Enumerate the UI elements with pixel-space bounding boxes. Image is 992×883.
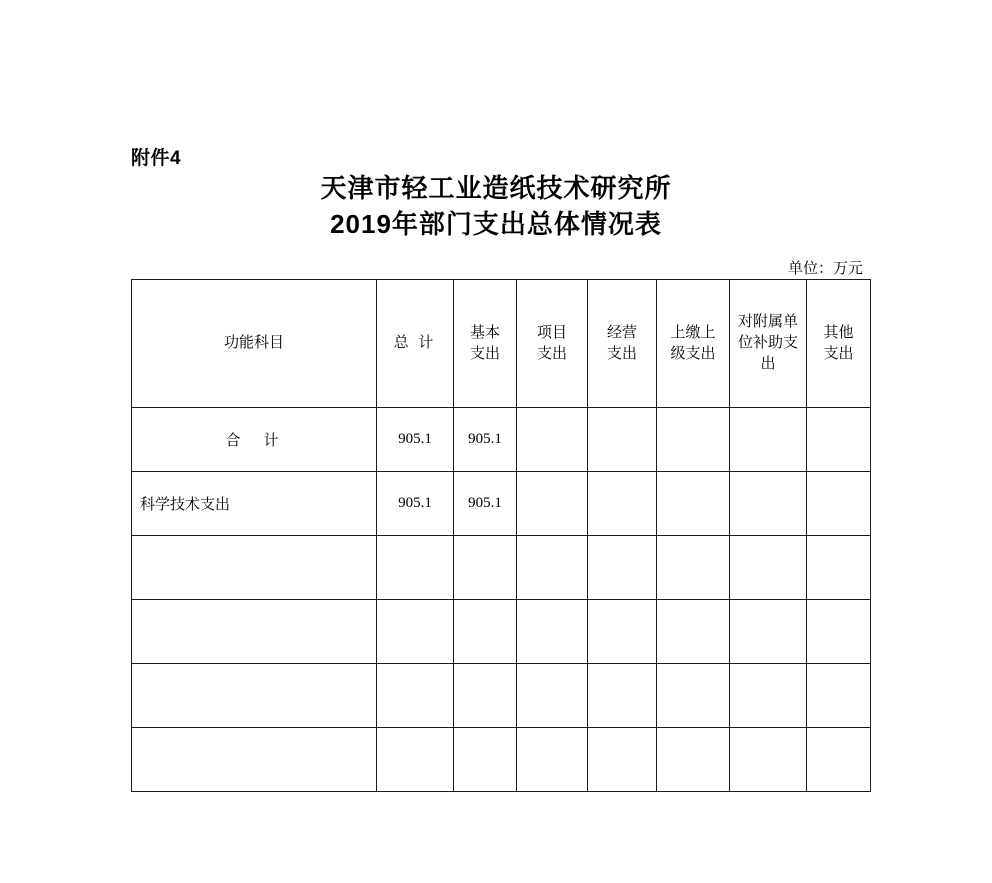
cell-upper-level — [657, 600, 730, 664]
cell-basic: 905.1 — [454, 408, 517, 472]
cell-other — [807, 664, 871, 728]
cell-business — [588, 536, 657, 600]
cell-subject — [132, 600, 377, 664]
cell-subject — [132, 728, 377, 792]
cell-upper-level — [657, 408, 730, 472]
column-header-other-line1: 其他 — [823, 324, 854, 341]
cell-project — [517, 536, 588, 600]
cell-subject — [132, 536, 377, 600]
cell-other — [807, 408, 871, 472]
table-row — [132, 600, 871, 664]
column-header-business — [588, 280, 657, 408]
column-header-upper-level-line1: 上缴上 — [670, 324, 716, 341]
cell-basic — [454, 664, 517, 728]
column-header-basic — [454, 280, 517, 408]
unit-note: 单位：万元 — [787, 260, 863, 277]
cell-business — [588, 664, 657, 728]
cell-business — [588, 600, 657, 664]
column-header-basic-line1: 基本 — [469, 324, 500, 341]
cell-subsidiary-subsidy — [730, 664, 807, 728]
column-header-business-line1: 经营 — [606, 324, 637, 341]
cell-subsidiary-subsidy — [730, 536, 807, 600]
column-header-project — [517, 280, 588, 408]
cell-other — [807, 600, 871, 664]
cell-subsidiary-subsidy — [730, 728, 807, 792]
page-title — [131, 170, 861, 242]
cell-business — [588, 728, 657, 792]
cell-subject-label: 科学技术支出 — [140, 497, 231, 513]
table-row — [132, 664, 871, 728]
cell-other — [807, 536, 871, 600]
cell-project — [517, 600, 588, 664]
cell-subsidiary-subsidy — [730, 408, 807, 472]
cell-other — [807, 472, 871, 536]
expenditure-table — [131, 279, 871, 792]
cell-basic — [454, 728, 517, 792]
cell-subject — [132, 664, 377, 728]
table-row — [132, 408, 871, 472]
table-header — [132, 280, 871, 408]
column-header-subject — [132, 280, 377, 408]
cell-subject — [132, 408, 377, 472]
cell-subsidiary-subsidy — [730, 472, 807, 536]
column-header-upper-level — [657, 280, 730, 408]
cell-total — [377, 664, 454, 728]
cell-total — [377, 600, 454, 664]
cell-project — [517, 664, 588, 728]
column-header-subject-label: 功能科目 — [223, 335, 284, 351]
column-header-other — [807, 280, 871, 408]
title-line-2: 2019年部门支出总体情况表 — [330, 209, 662, 239]
table-row — [132, 728, 871, 792]
column-header-upper-level-line2: 级支出 — [670, 345, 716, 362]
column-header-project-line1: 项目 — [536, 324, 567, 341]
cell-project — [517, 728, 588, 792]
cell-subject-label: 合 计 — [225, 433, 283, 449]
table-row — [132, 536, 871, 600]
cell-upper-level — [657, 536, 730, 600]
attachment-label: 附件4 — [131, 148, 182, 169]
column-header-other-line2: 支出 — [823, 345, 854, 362]
cell-other — [807, 728, 871, 792]
cell-upper-level — [657, 472, 730, 536]
table-body — [132, 408, 871, 792]
column-header-subsidiary-subsidy-line3: 出 — [760, 356, 776, 372]
cell-total — [377, 536, 454, 600]
cell-total: 905.1 — [377, 472, 454, 536]
cell-subsidiary-subsidy — [730, 600, 807, 664]
column-header-total — [377, 280, 454, 408]
cell-basic — [454, 536, 517, 600]
table-header-row — [132, 280, 871, 408]
title-line-1: 天津市轻工业造纸技术研究所 — [320, 173, 672, 203]
column-header-project-line2: 支出 — [536, 345, 567, 362]
table-row — [132, 472, 871, 536]
cell-business — [588, 472, 657, 536]
column-header-subsidiary-subsidy-line2: 位补助支 — [737, 335, 798, 351]
column-header-basic-line2: 支出 — [469, 345, 500, 362]
cell-basic: 905.1 — [454, 472, 517, 536]
cell-subject — [132, 472, 377, 536]
cell-upper-level — [657, 664, 730, 728]
cell-total — [377, 728, 454, 792]
cell-project — [517, 408, 588, 472]
cell-upper-level — [657, 728, 730, 792]
column-header-business-line2: 支出 — [606, 345, 637, 362]
cell-total: 905.1 — [377, 408, 454, 472]
cell-basic — [454, 600, 517, 664]
column-header-subsidiary-subsidy-line1: 对附属单 — [737, 314, 798, 330]
column-header-total-label: 总 计 — [393, 335, 437, 351]
cell-business — [588, 408, 657, 472]
column-header-subsidiary-subsidy — [730, 280, 807, 408]
cell-project — [517, 472, 588, 536]
